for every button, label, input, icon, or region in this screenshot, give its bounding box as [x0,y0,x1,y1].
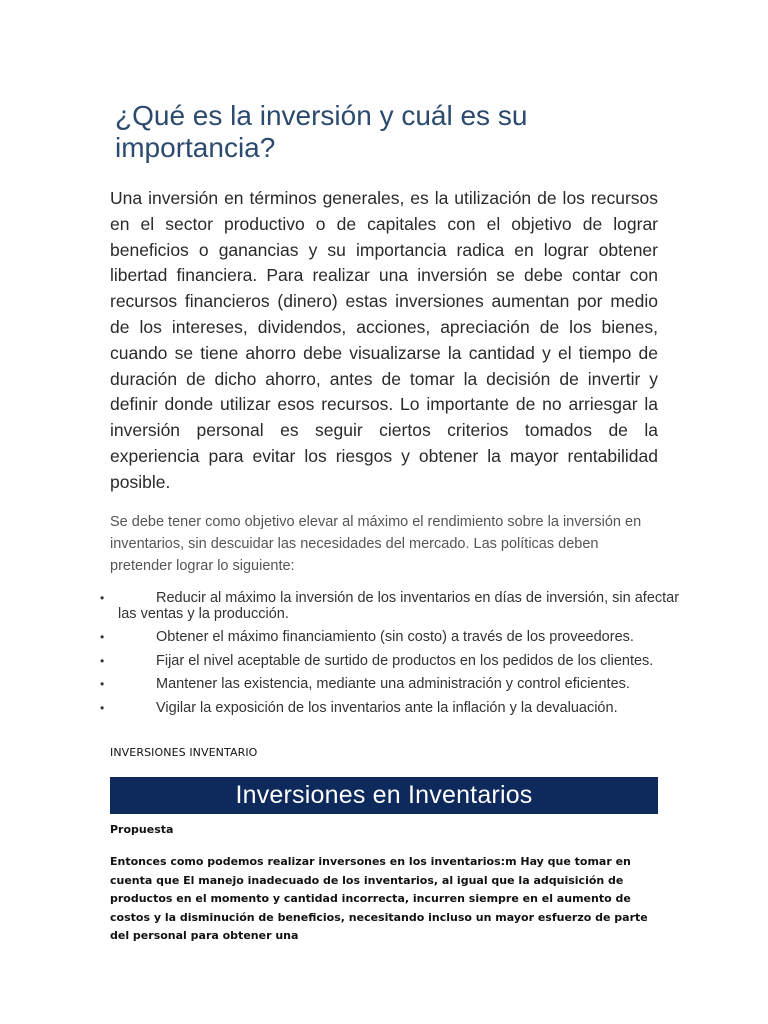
policy-paragraph: Se debe tener como objetivo elevar al máximo el rendimiento sobre la inversión en inventarios, sin descuidar las necesidades del mercado. Las políticas deben pretender lograr lo siguiente: [110,514,642,574]
bullet-icon: • [100,591,105,605]
list-item [0,629,680,645]
list-item [0,653,680,669]
list-item-text: Fijar el nivel aceptable de surtido de productos en los pedidos de los clientes. [156,653,654,669]
banner-title: Inversiones en Inventarios [235,781,533,809]
list-item-text: Reducir al máximo la inversión de los inventarios en días de inversión, sin afectar las ventas y la producción. [118,590,680,622]
section-banner [110,777,658,814]
list-item [0,590,680,622]
list-item-text: Obtener el máximo financiamiento (sin costo) a través de los proveedores. [156,629,634,645]
propuesta-label: Propuesta [110,823,174,836]
list-item [0,700,680,716]
section-label: INVERSIONES INVENTARIO [110,746,258,759]
policy-bullet-list [0,590,680,716]
bullet-icon: • [100,677,105,691]
intro-paragraph: Una inversión en términos generales, es la utilización de los recursos en el sector productivo o de capitales con el objetivo de lograr beneficios o ganancias y su importancia radica en lograr obtener libertad financiera. Para realizar una inversión se debe contar con recursos financieros (dinero) estas inversiones aumentan por medio de los intereses, dividendos, acciones, apreciación de los bienes, cuando se tiene ahorro debe visualizarse la cantidad y el tiempo de duración de dicho ahorro, antes de tomar la decisión de invertir y definir donde utilizar esos recursos. Lo importante de no arriesgar la inversión personal es seguir ciertos criterios tomados de la experiencia para evitar los riesgos y obtener la mayor rentabilidad posible. [110,188,658,492]
page-title: ¿Qué es la inversión y cuál es su importancia? [115,100,528,163]
bullet-icon: • [100,701,105,715]
bullet-icon: • [100,630,105,644]
list-item [0,676,680,692]
closing-paragraph: Entonces como podemos realizar inversones en los inventarios:m Hay que tomar en cuenta que El manejo inadecuado de los inventarios, al igual que la adquisición de productos en el momento y cantidad incorrecta, incurren siempre en el aumento de costos y la disminución de beneficios, necesitando incluso un mayor esfuerzo de parte del personal para obtener una [110,855,648,942]
bullet-icon: • [100,654,105,668]
list-item-text: Mantener las existencia, mediante una administración y control eficientes. [156,676,630,692]
list-item-text: Vigilar la exposición de los inventarios ante la inflación y la devaluación. [156,700,618,716]
